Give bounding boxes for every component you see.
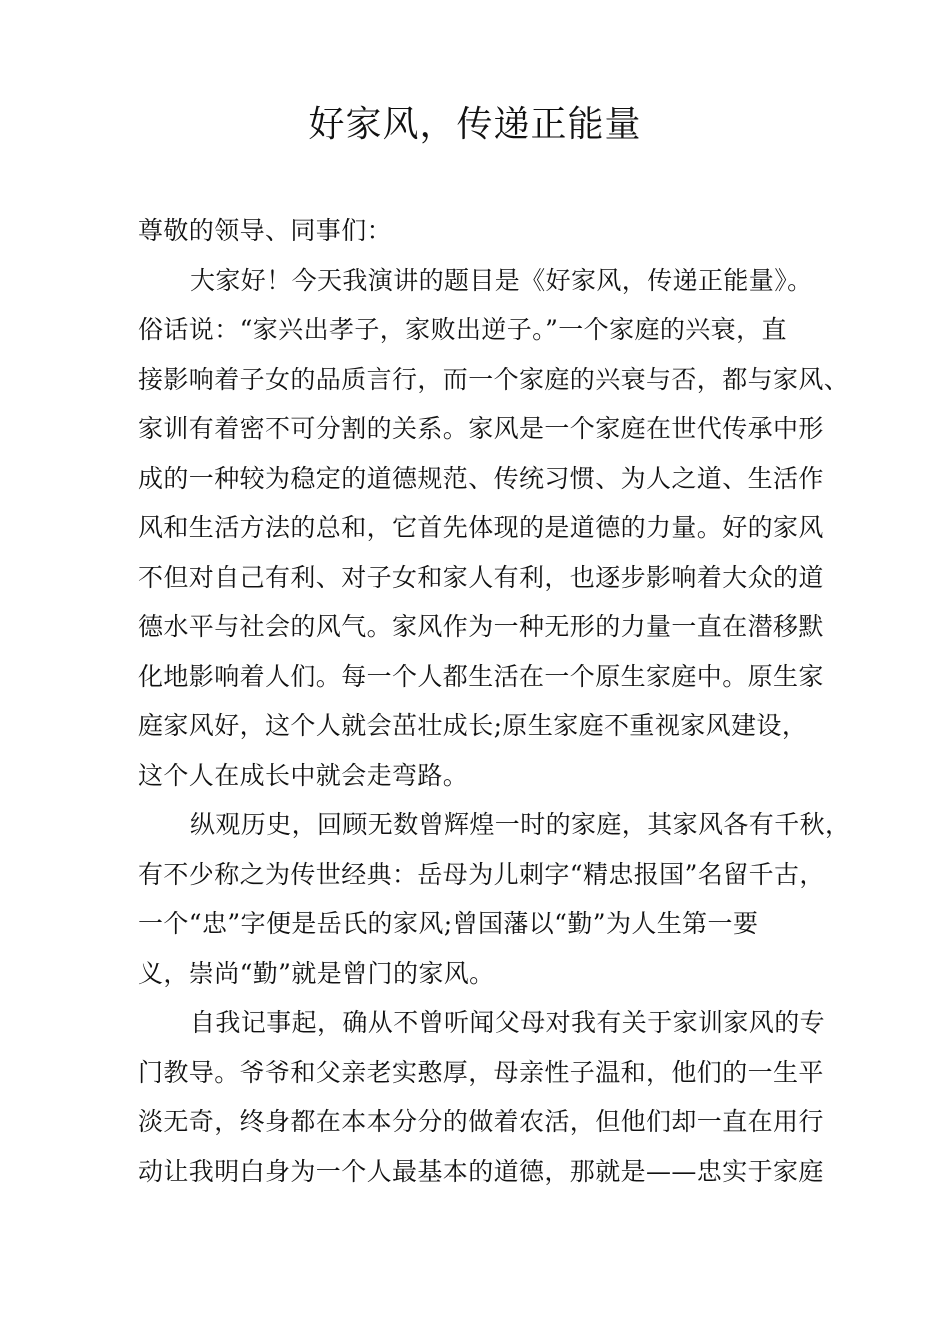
- document-body: [138, 206, 858, 1196]
- text-line: 成的一种较为稳定的道德规范、传统习惯、为人之道、生活作: [138, 463, 824, 493]
- text-line: 尊敬的领导、同事们：: [138, 216, 393, 245]
- text-line: 风和生活方法的总和，它首先体现的是道德的力量。好的家风: [138, 513, 824, 542]
- text-line: 这个人在成长中就会走弯路。: [138, 760, 469, 790]
- text-line: 有不少称之为传世经典：岳母为儿刺字“精忠报国”名留千古，: [138, 859, 825, 889]
- text-line: 化地影响着人们。每一个人都生活在一个原生家庭中。原生家: [138, 661, 824, 691]
- text-line: 家训有着密不可分割的关系。家风是一个家庭在世代传承中形: [138, 414, 824, 443]
- text-line: 义，崇尚“勤”就是曾门的家风。: [138, 958, 495, 988]
- text-line: 一个“忠”字便是岳氏的家风;曾国藩以“勤”为人生第一要: [138, 909, 759, 938]
- text-line: 自我记事起，确从不曾听闻父母对我有关于家训家风的专: [190, 1008, 826, 1037]
- text-line: 动让我明白身为一个人最基本的道德，那就是——忠实于家庭: [138, 1156, 824, 1186]
- document-title: 好家风，传递正能量: [308, 104, 642, 145]
- text-line: 大家好！今天我演讲的题目是《好家风，传递正能量》。: [190, 265, 813, 295]
- text-line: 淡无奇，终身都在本本分分的做着农活，但他们却一直在用行: [138, 1107, 824, 1136]
- text-line: 门教导。爷爷和父亲老实憨厚，母亲性子温和，他们的一生平: [138, 1057, 824, 1087]
- text-line: 德水平与社会的风气。家风作为一种无形的力量一直在潜移默: [138, 612, 824, 641]
- text-line: 不但对自己有利、对子女和家人有利，也逐步影响着大众的道: [138, 562, 824, 592]
- text-line: 俗话说：“家兴出孝子，家败出逆子。”一个家庭的兴衰，直: [138, 315, 787, 344]
- text-line: 庭家风好，这个人就会茁壮成长;原生家庭不重视家风建设，: [138, 711, 808, 740]
- text-line: 纵观历史，回顾无数曾辉煌一时的家庭，其家风各有千秋，: [190, 810, 851, 839]
- text-line: 接影响着子女的品质言行，而一个家庭的兴衰与否，都与家风、: [138, 364, 850, 394]
